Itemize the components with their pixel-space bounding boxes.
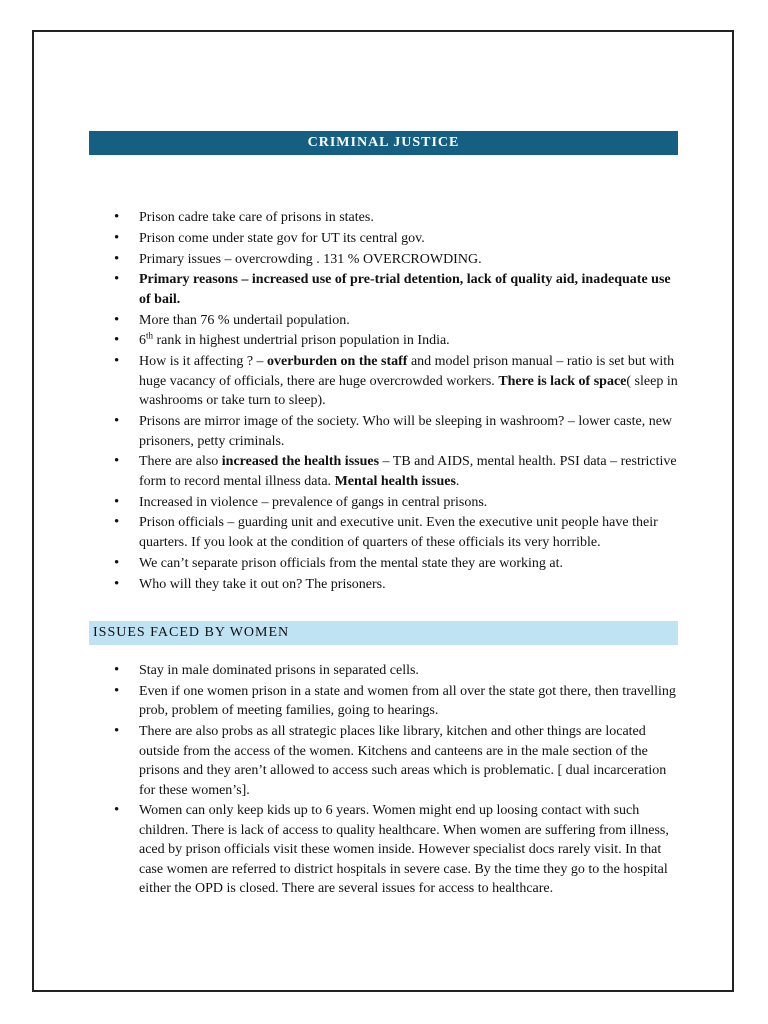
text-run: Prison cadre take care of prisons in states. bbox=[139, 210, 374, 225]
list-item bbox=[112, 554, 678, 574]
list-item bbox=[112, 682, 678, 721]
bold-text: Primary reasons – increased use of pre-trial detention, lack of quality aid, inadequate use of bail. bbox=[139, 272, 671, 307]
list-item bbox=[112, 493, 678, 513]
bold-text: increased the health issues bbox=[221, 454, 380, 470]
text-run: Prisons are mirror image of the society. Who will be sleeping in washroom? – lower caste, new prisoners, petty criminals. bbox=[139, 414, 673, 449]
list-item bbox=[112, 513, 678, 552]
list-item bbox=[112, 575, 678, 595]
text-run: and model prison manual – ratio is set but with huge vacancy of officials, there are huge overcrowded workers. bbox=[139, 354, 675, 389]
list-item bbox=[112, 452, 678, 491]
text-run: Stay in male dominated prisons in separated cells. bbox=[139, 663, 419, 678]
bold-text: overburden on the staff bbox=[267, 354, 408, 370]
list-item bbox=[112, 229, 678, 249]
text-run: How is it affecting ? – bbox=[139, 354, 268, 370]
section-heading-issues-faced-by-women: ISSUES FACED BY WOMEN bbox=[89, 621, 678, 645]
section-heading-criminal-justice: CRIMINAL JUSTICE bbox=[89, 131, 678, 155]
text-run: Even if one women prison in a state and women from all over the state got there, then travelling prob, problem of meeting families, going to hearings. bbox=[139, 683, 676, 719]
text-run: Prison officials – guarding unit and executive unit. Even the executive unit people have their quarters. If you look at the condition of quarters of these officials its very horrible. bbox=[139, 515, 658, 550]
text-run: There are also bbox=[139, 454, 222, 470]
list-item bbox=[112, 208, 678, 228]
list-item bbox=[112, 270, 678, 309]
list-item bbox=[112, 412, 678, 451]
text-run: There are also probs as all strategic places like library, kitchen and other things are located outside from the access of the women. Kitchens and canteens are in the male section of the prisons and they aren’t allowed to access such areas which is problematic. [ dual incarceration for these women’s]. bbox=[139, 724, 667, 798]
text-run: 6 bbox=[139, 333, 146, 349]
text-run: We can’t separate prison officials from the mental state they are working at. bbox=[139, 555, 564, 571]
list-item bbox=[112, 661, 678, 681]
text-run: Who will they take it out on? The prisoners. bbox=[139, 576, 386, 592]
list-item bbox=[112, 311, 678, 331]
text-run: Primary issues – overcrowding . 131 % OVERCROWDING. bbox=[139, 251, 482, 267]
women-issues-bullet-list bbox=[112, 661, 678, 900]
list-item bbox=[112, 722, 678, 800]
text-run: More than 76 % undertail population. bbox=[139, 312, 350, 328]
text-run: rank in highest undertrial prison population in India. bbox=[153, 333, 450, 349]
text-run: Women can only keep kids up to 6 years. Women might end up loosing contact with such children. There is lack of access to quality healthcare. When women are suffering from illness, aced by prison officials visit these women inside. However specialist docs rarely visit. In that case women are referred to district hospitals in severe case. By the time they go to the hospital either the OPD is closed. There are several issues for access to healthcare. bbox=[139, 803, 669, 897]
text-run: ( sleep in washrooms or take turn to sleep). bbox=[139, 373, 678, 409]
bold-text: Mental health issues bbox=[334, 473, 456, 489]
criminal-justice-bullet-list bbox=[112, 208, 678, 595]
text-run: Increased in violence – prevalence of gangs in central prisons. bbox=[139, 494, 488, 510]
list-item bbox=[112, 352, 678, 411]
text-run: – TB and AIDS, mental health. PSI data – restrictive form to record mental illness data. bbox=[139, 454, 677, 489]
text-run: Prison come under state gov for UT its central gov. bbox=[139, 230, 425, 246]
list-item bbox=[112, 801, 678, 899]
text-run: th bbox=[146, 330, 154, 341]
text-run: . bbox=[455, 473, 460, 489]
list-item bbox=[112, 250, 678, 270]
list-item bbox=[112, 331, 678, 351]
bold-text: There is lack of space bbox=[498, 373, 627, 389]
